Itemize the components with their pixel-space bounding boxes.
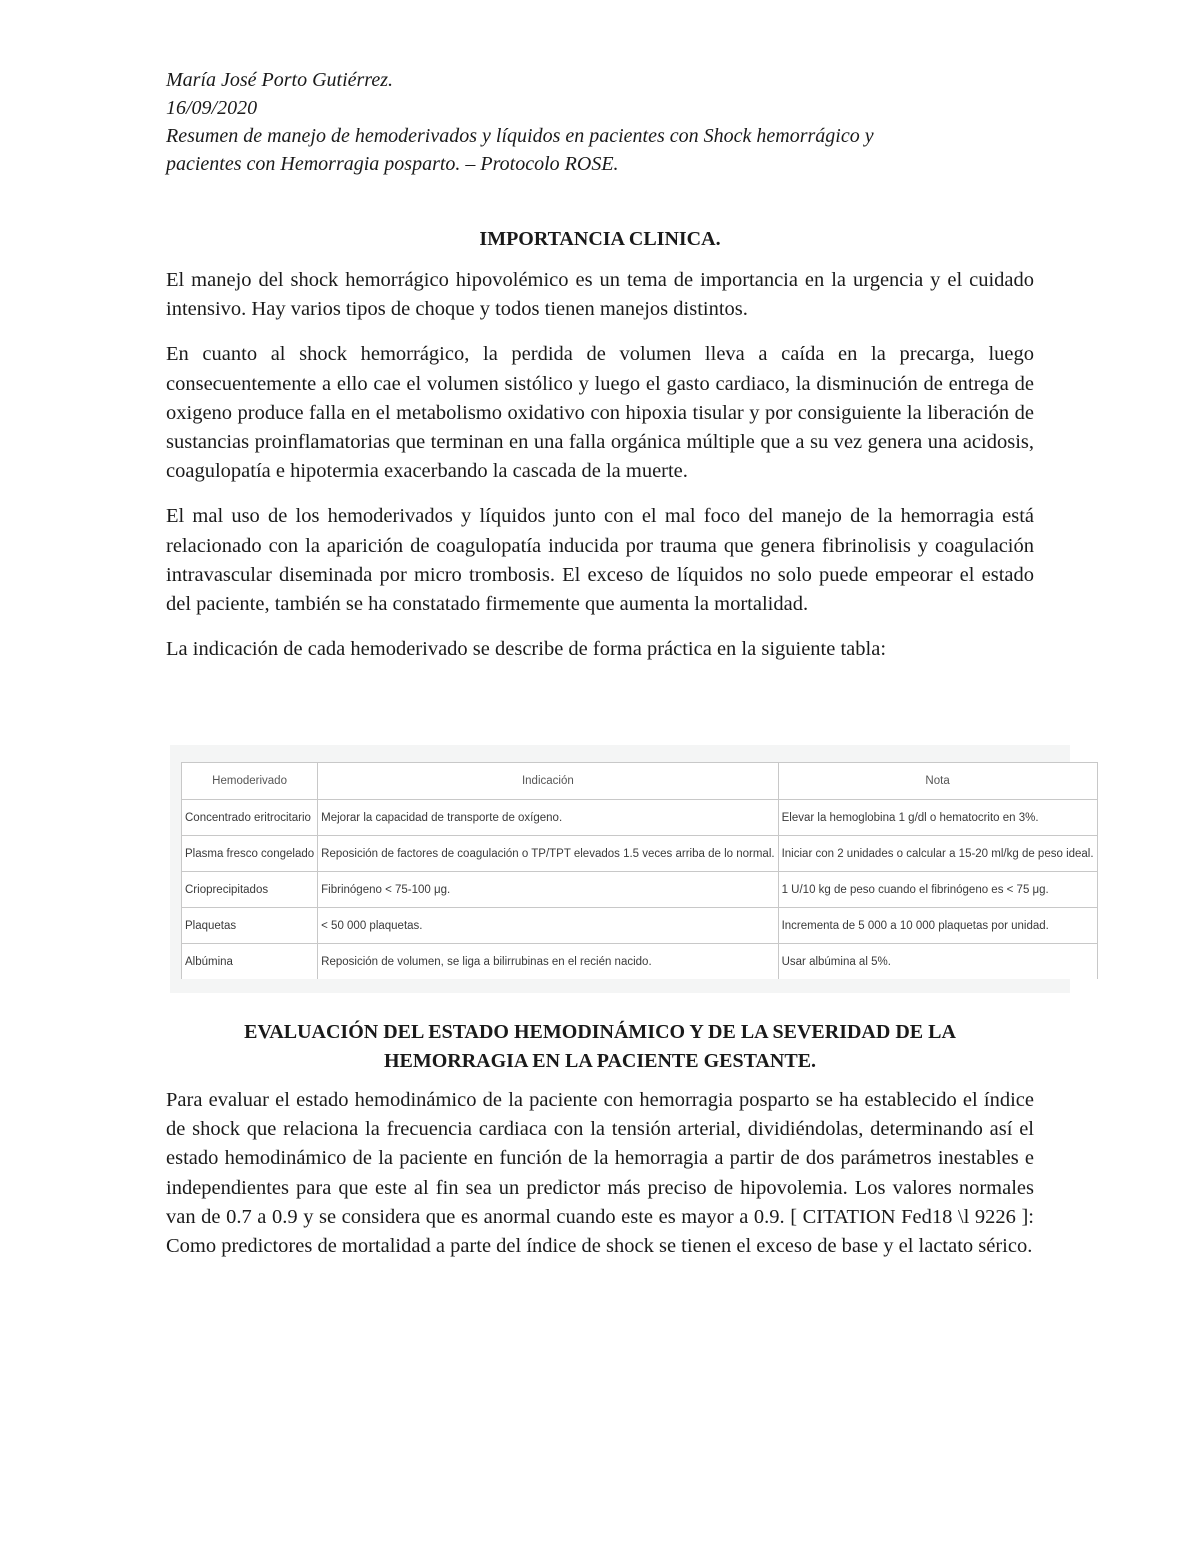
paragraph-intro: El manejo del shock hemorrágico hipovolémico es un tema de importancia en la urgencia y el cuidado intensivo. Hay varios tipos de choque y todos tienen manejos distintos. (166, 269, 1034, 321)
table-row (182, 908, 1098, 944)
table-cell: Albúmina (182, 944, 318, 980)
header-indicacion: Indicación (318, 763, 778, 800)
table-row (182, 800, 1098, 836)
author-name: María José Porto Gutiérrez. (166, 69, 394, 91)
table-cell: Fibrinógeno < 75-100 μg. (318, 872, 778, 908)
section-title-evaluacion-line-1: EVALUACIÓN DEL ESTADO HEMODINÁMICO Y DE LA SEVERIDAD DE LA (244, 1021, 956, 1043)
table-cell: Iniciar con 2 unidades o calcular a 15-20 ml/kg de peso ideal. (778, 836, 1097, 872)
table-cell: Incrementa de 5 000 a 10 000 plaquetas por unidad. (778, 908, 1097, 944)
table-row (182, 836, 1098, 872)
paragraph-shock-hemorragico: En cuanto al shock hemorrágico, la perdida de volumen lleva a caída en la precarga, luego consecuentemente a ello cae el volumen sistólico y luego el gasto cardiaco, la disminución de entrega de oxigeno produce falla en el metabolismo oxidativo con hipoxia tisular y por consiguiente la liberación de sustancias proinflamatorias que terminan en una falla orgánica múltiple que a su vez genera una acidosis, coagulopatía e hipotermia exacerbando la cascada de la muerte. (166, 343, 1034, 483)
paragraph-indice-shock: Para evaluar el estado hemodinámico de la paciente con hemorragia posparto se ha establecido el índice de shock que relaciona la frecuencia cardiaca con la tensión arterial, dividiéndolas, determinando así el estado hemodinámico de la paciente en función de la hemorragia a partir de dos parámetros inestables e independientes para que este al fin sea un predictor más preciso de hipovolemia. Los valores normales van de 0.7 a 0.9 y se considera que es anormal cuando este es mayor a 0.9. [ CITATION Fed18 \l 9226 ]: Como predictores de mortalidad a parte del índice de shock se tienen el exceso de base y el lactato sérico. (166, 1089, 1034, 1258)
section-title-importancia: IMPORTANCIA CLINICA. (479, 228, 721, 250)
table-cell: Reposición de factores de coagulación o TP/TPT elevados 1.5 veces arriba de lo normal. (318, 836, 778, 872)
table-cell: Concentrado eritrocitario (182, 800, 318, 836)
header-nota: Nota (778, 763, 1097, 800)
table-header-row (182, 763, 1098, 800)
table-cell: Reposición de volumen, se liga a bilirrubinas en el recién nacido. (318, 944, 778, 980)
paragraph-mal-uso: El mal uso de los hemoderivados y líquidos junto con el mal foco del manejo de la hemorragia está relacionado con la aparición de coagulopatía inducida por trauma que genera fibrinolisis y coagulación intravascular diseminada por micro trombosis. El exceso de líquidos no solo puede empeorar el estado del paciente, también se ha constatado firmemente que aumenta la mortalidad. (166, 505, 1034, 616)
table-cell: Crioprecipitados (182, 872, 318, 908)
document-date: 16/09/2020 (166, 97, 258, 119)
table-cell: Mejorar la capacidad de transporte de oxígeno. (318, 800, 778, 836)
document-title-line-1: Resumen de manejo de hemoderivados y líquidos en pacientes con Shock hemorrágico y (166, 125, 874, 147)
hemoderivados-table (181, 762, 1098, 979)
table-cell: < 50 000 plaquetas. (318, 908, 778, 944)
table-cell: 1 U/10 kg de peso cuando el fibrinógeno es < 75 μg. (778, 872, 1097, 908)
table-row (182, 872, 1098, 908)
document-page-section-2 (166, 1018, 1034, 1261)
table-cell: Usar albúmina al 5%. (778, 944, 1097, 980)
document-title-line-2: pacientes con Hemorragia posparto. – Protocolo ROSE. (166, 153, 619, 175)
paragraph-tabla-intro: La indicación de cada hemoderivado se describe de forma práctica en la siguiente tabla: (166, 638, 887, 661)
section-title-evaluacion-line-2: HEMORRAGIA EN LA PACIENTE GESTANTE. (383, 1050, 817, 1072)
table-cell: Plasma fresco congelado (182, 836, 318, 872)
header-hemoderivado: Hemoderivado (182, 763, 318, 800)
hemoderivados-table-image (170, 745, 1094, 993)
table-cell: Plaquetas (182, 908, 318, 944)
table-cell: Elevar la hemoglobina 1 g/dl o hematocrito en 3%. (778, 800, 1097, 836)
document-page (166, 66, 1034, 664)
table-row (182, 944, 1098, 980)
